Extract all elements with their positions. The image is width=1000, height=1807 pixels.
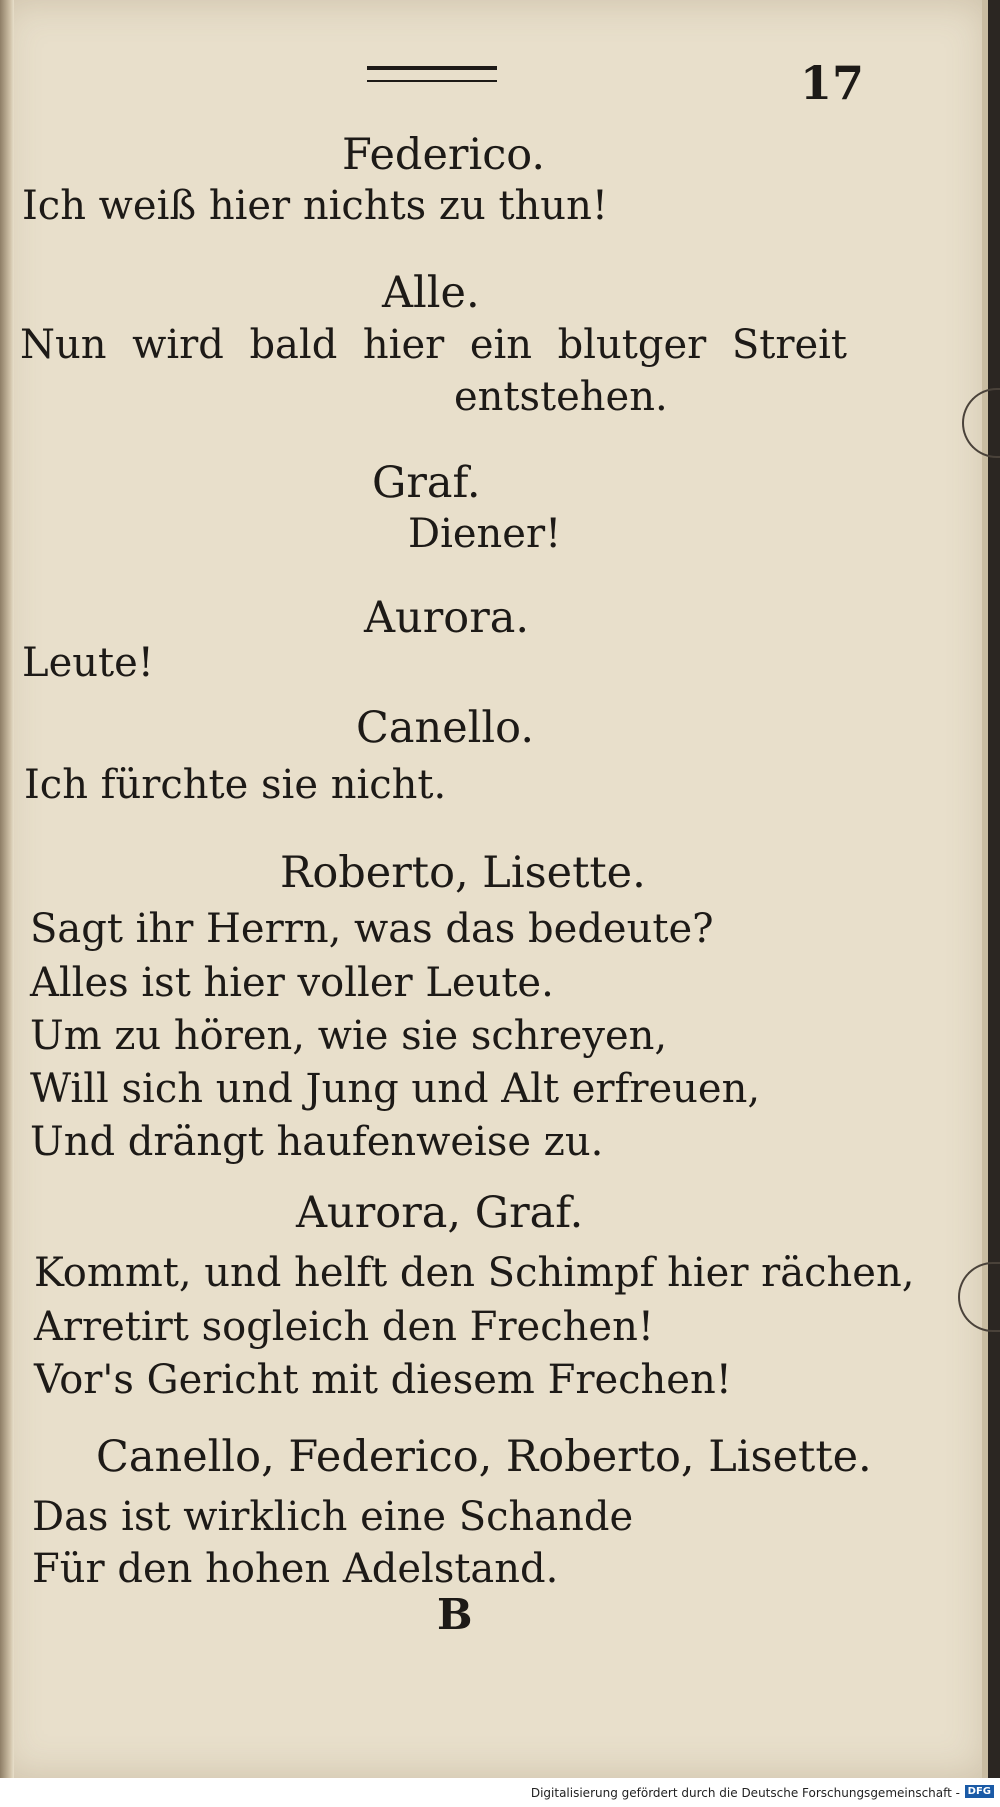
- verse-line: Für den hohen Adelstand.: [32, 1546, 559, 1592]
- verse-line: Um zu hören, wie sie schreyen,: [30, 1013, 668, 1059]
- verse-line: Alles ist hier voller Leute.: [30, 960, 554, 1006]
- verse-line: Und drängt haufenweise zu.: [30, 1119, 604, 1165]
- digitization-footer: [0, 1778, 1000, 1807]
- word: Nun: [20, 322, 107, 368]
- verse-line: Arretirt sogleich den Frechen!: [34, 1304, 654, 1350]
- verse-line: Sagt ihr Herrn, was das bedeute?: [30, 906, 714, 952]
- verse-line: Vor's Gericht mit diesem Frechen!: [34, 1357, 732, 1403]
- verse-line: entstehen.: [454, 374, 668, 420]
- speaker-roberto-lisette: Roberto, Lisette.: [280, 848, 646, 898]
- speaker-alle: Alle.: [382, 268, 480, 318]
- verse-line: Kommt, und helft den Schimpf hier rächen,: [34, 1250, 915, 1296]
- word: hier: [362, 322, 445, 368]
- page-number: 17: [800, 56, 865, 110]
- word: Streit: [731, 322, 847, 368]
- page-gutter-edge: [0, 0, 14, 1778]
- verse-line: Will sich und Jung und Alt erfreuen,: [30, 1066, 761, 1112]
- verse-line: Ich fürchte sie nicht.: [24, 762, 447, 808]
- verse-line: Leute!: [22, 640, 154, 686]
- word: ein: [469, 322, 533, 368]
- speaker-ensemble: Canello, Federico, Roberto, Lisette.: [96, 1432, 872, 1482]
- verse-line: Ich weiß hier nichts zu thun!: [22, 183, 608, 229]
- speaker-aurora: Aurora.: [364, 593, 530, 643]
- speaker-canello: Canello.: [356, 703, 534, 753]
- verse-line: Diener!: [408, 511, 562, 557]
- speaker-aurora-graf: Aurora, Graf.: [296, 1188, 584, 1238]
- word: blutger: [557, 322, 707, 368]
- header-rule: [367, 66, 497, 82]
- footer-credit: Digitalisierung gefördert durch die Deutsche Forschungsgemeinschaft -: [530, 1786, 960, 1800]
- verse-line: Das ist wirklich eine Schande: [32, 1494, 634, 1540]
- page-right-edge: [982, 0, 988, 1778]
- speaker-graf: Graf.: [372, 458, 481, 508]
- word: wird: [132, 322, 224, 368]
- dfg-logo: DFG: [965, 1785, 994, 1798]
- speaker-federico: Federico.: [342, 130, 546, 180]
- signature-mark: B: [437, 1590, 473, 1639]
- verse-line-justified: [20, 322, 847, 368]
- word: bald: [249, 322, 338, 368]
